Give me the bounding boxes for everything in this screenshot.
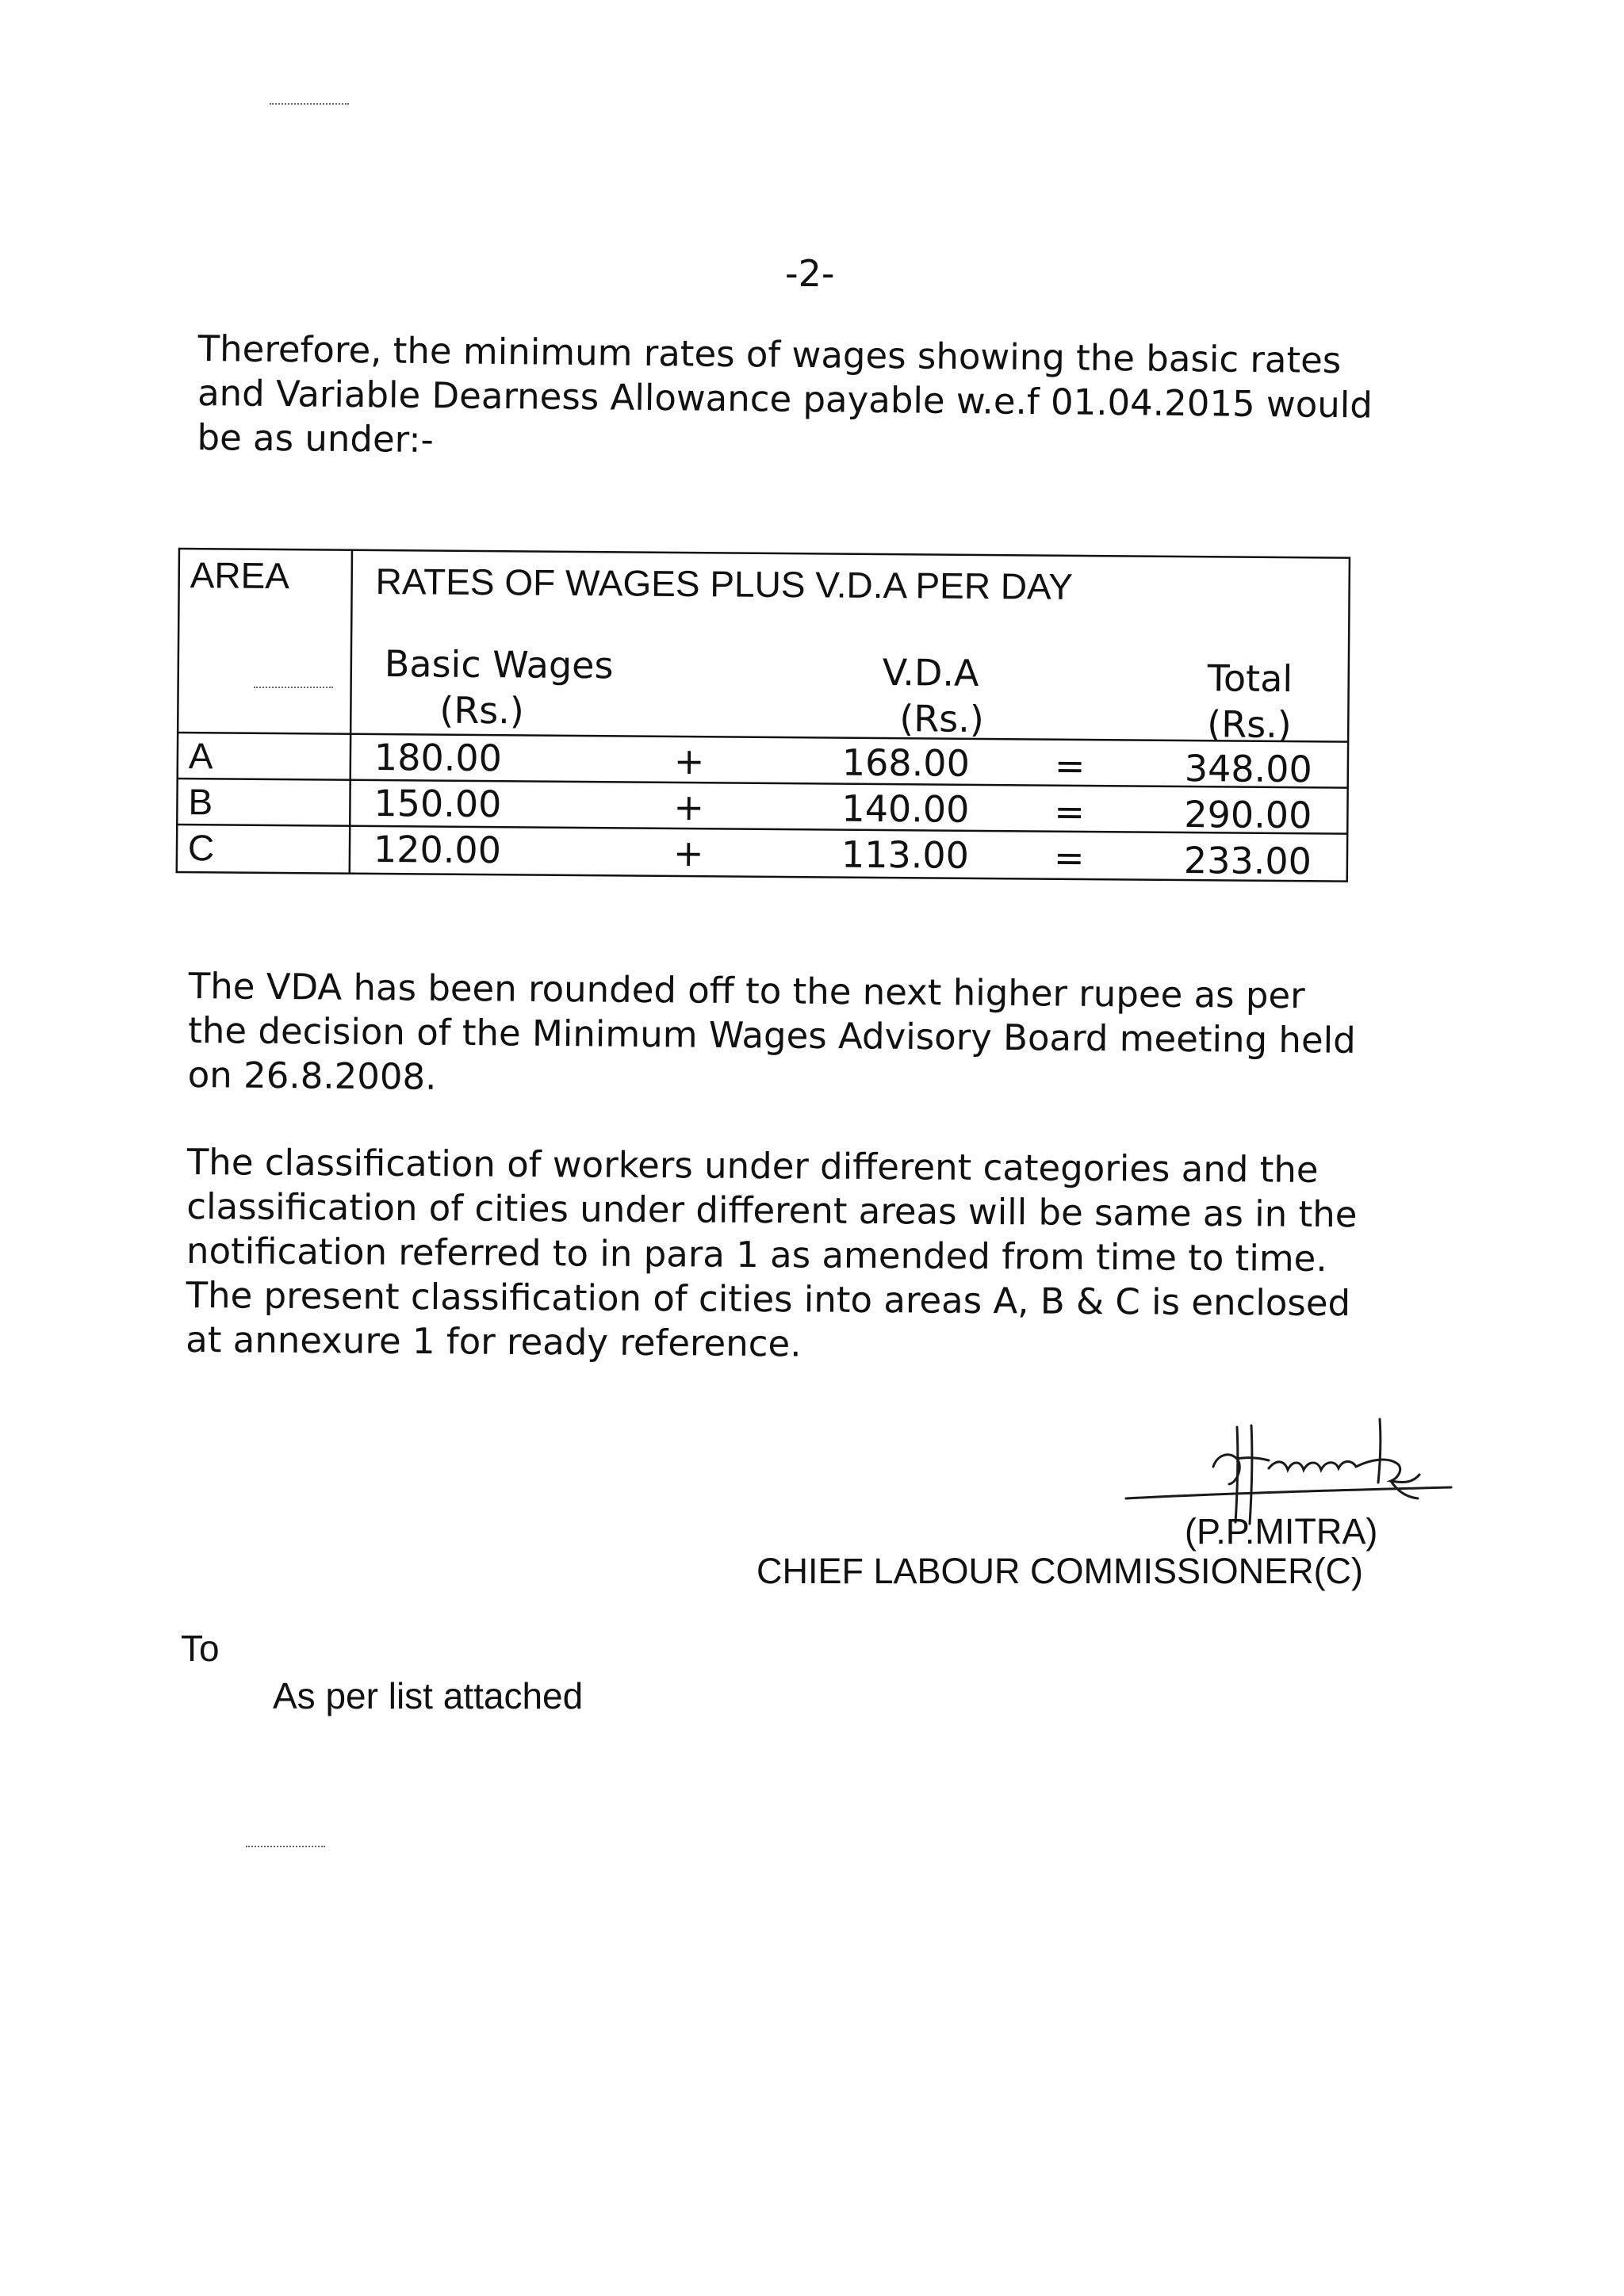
row-basic: 150.00 — [373, 781, 502, 826]
vda-note-line: The VDA has been rounded off to the next higher rupee as per — [188, 965, 1305, 1017]
row-area: B — [188, 781, 213, 823]
row-vda: 168.00 — [841, 740, 971, 785]
intro-paragraph — [197, 327, 1435, 473]
total-unit-header: (Rs.) — [1207, 702, 1292, 747]
plus-sign: + — [673, 739, 705, 783]
vda-note-line: on 26.8.2008. — [187, 1053, 437, 1098]
signatory-name: (P.P.MITRA) — [1185, 1511, 1378, 1552]
classification-line: The classification of workers under different categories and the — [186, 1141, 1319, 1191]
equals-sign: = — [1054, 744, 1086, 787]
row-vda: 113.00 — [841, 832, 970, 877]
scan-mark — [270, 103, 349, 105]
row-total: 348.00 — [1184, 746, 1313, 791]
row-basic: 120.00 — [373, 827, 502, 872]
scan-mark — [254, 687, 333, 688]
row-total: 290.00 — [1184, 792, 1312, 837]
scan-mark — [246, 1846, 325, 1847]
classification-paragraph — [186, 1140, 1424, 1371]
addressee-label: To — [181, 1628, 220, 1669]
row-total: 233.00 — [1183, 838, 1312, 883]
wage-rates-table — [175, 547, 1353, 891]
row-basic: 180.00 — [373, 735, 503, 780]
vda-header: V.D.A — [882, 650, 979, 695]
equals-sign: = — [1053, 836, 1085, 879]
total-header: Total — [1207, 656, 1293, 701]
signatory-designation: CHIEF LABOUR COMMISSIONER(C) — [756, 1551, 1364, 1591]
vda-unit-header: (Rs.) — [899, 697, 984, 740]
basic-unit-header: (Rs.) — [439, 688, 525, 733]
vda-note-paragraph — [188, 964, 1426, 1108]
classification-line: notification referred to in para 1 as amended from time to time. — [186, 1229, 1327, 1280]
row-vda: 140.00 — [841, 786, 970, 831]
classification-line: classification of cities under different areas will be same as in the — [186, 1184, 1358, 1236]
intro-line: Therefore, the minimum rates of wages showing the basic rates — [197, 327, 1342, 382]
intro-line: and Variable Dearness Allowance payable w.e.f 01.04.2015 would — [197, 371, 1373, 427]
plus-sign: + — [673, 785, 705, 829]
addressee-value: As per list attached — [273, 1675, 584, 1716]
table-title: RATES OF WAGES PLUS V.D.A PER DAY — [375, 560, 1074, 607]
equals-sign: = — [1054, 790, 1086, 833]
basic-wages-header: Basic Wages — [384, 642, 614, 687]
vda-note-line: the decision of the Minimum Wages Advisory Board meeting held — [188, 1008, 1356, 1062]
area-header: AREA — [190, 554, 290, 597]
classification-line: at annexure 1 for ready reference. — [186, 1318, 802, 1365]
row-area: C — [187, 827, 215, 869]
classification-line: The present classification of cities into areas A, B & C is enclosed — [186, 1273, 1351, 1325]
intro-line: be as under:- — [197, 415, 435, 461]
plus-sign: + — [672, 831, 704, 875]
row-area: A — [188, 735, 213, 777]
page-number: -2- — [785, 252, 835, 295]
